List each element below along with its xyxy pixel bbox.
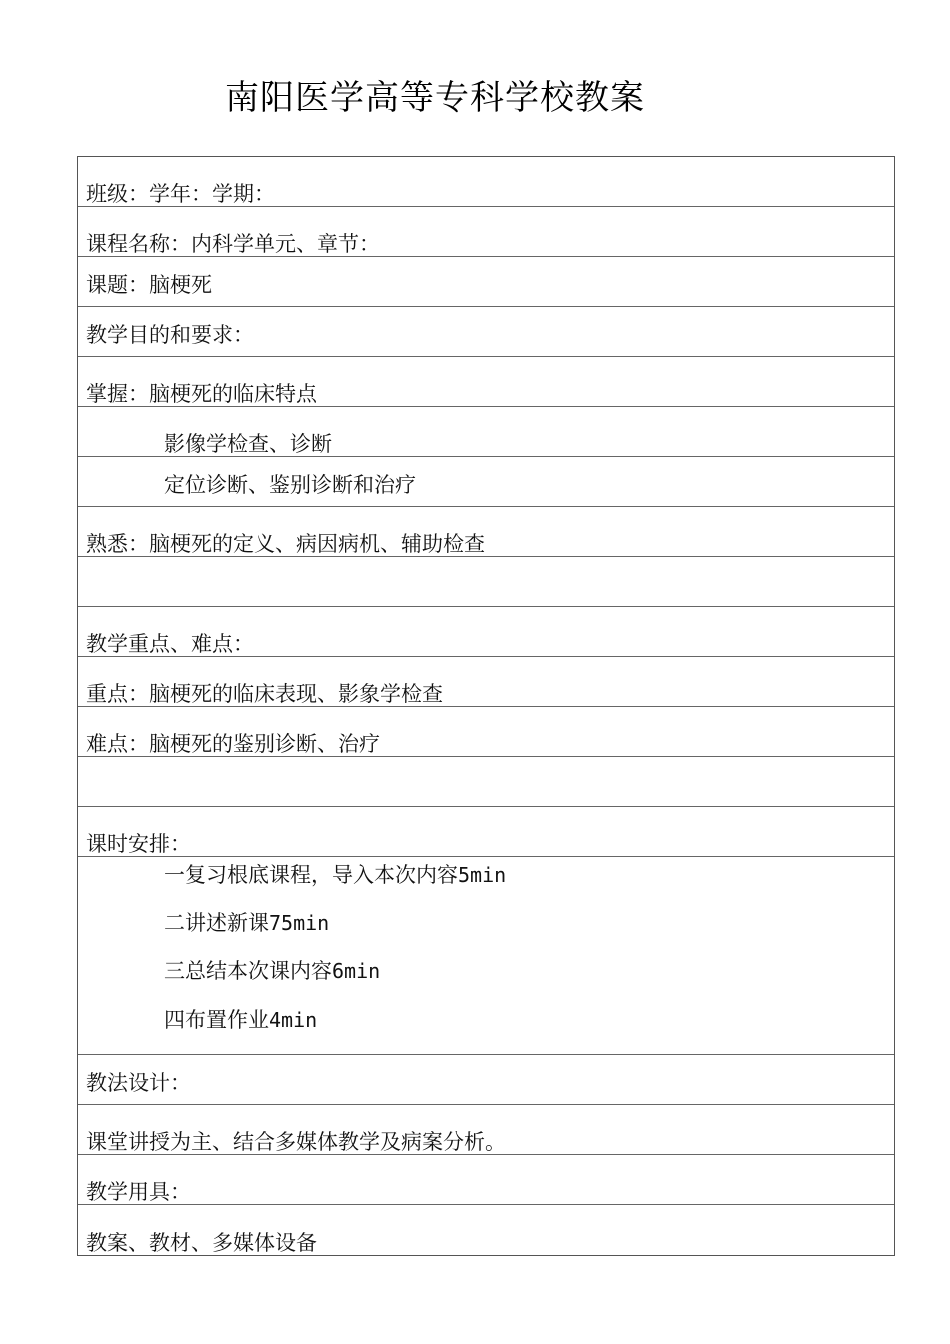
row-key-point <box>78 657 894 707</box>
schedule-item: 一复习根底课程，导入本次内容5min <box>164 863 507 887</box>
document-title: 南阳医学高等专科学校教案 <box>225 78 645 118</box>
methods-heading: 教法设计： <box>86 1071 191 1095</box>
master-text-2: 影像学检查、诊断 <box>164 432 332 456</box>
schedule-item: 四布置作业4min <box>164 1008 318 1032</box>
row-class-info <box>78 157 894 207</box>
row-methods-heading <box>78 1055 894 1105</box>
row-methods <box>78 1105 894 1155</box>
row-difficulty <box>78 707 894 757</box>
schedule-item: 二讲述新课75min <box>164 911 330 935</box>
lesson-plan-table <box>77 156 895 1256</box>
key-point-text: 重点：脑梗死的临床表现、影象学检查 <box>86 682 443 706</box>
topic-text: 课题：脑梗死 <box>86 273 212 297</box>
row-tools <box>78 1205 894 1255</box>
row-master-3 <box>78 457 894 507</box>
tools-text: 教案、教材、多媒体设备 <box>86 1231 317 1255</box>
row-course <box>78 207 894 257</box>
row-objectives-heading <box>78 307 894 357</box>
row-key-heading <box>78 607 894 657</box>
row-topic <box>78 257 894 307</box>
course-text: 课程名称：内科学单元、章节： <box>86 232 380 256</box>
master-text-3: 定位诊断、鉴别诊断和治疗 <box>164 473 416 497</box>
key-heading: 教学重点、难点： <box>86 632 254 656</box>
schedule-item: 三总结本次课内容6min <box>164 959 381 983</box>
row-schedule <box>78 857 894 1055</box>
schedule-heading: 课时安排： <box>86 832 191 856</box>
row-master-2 <box>78 407 894 457</box>
row-empty-2 <box>78 757 894 807</box>
master-text-1: 掌握：脑梗死的临床特点 <box>86 382 317 406</box>
row-empty-1 <box>78 557 894 607</box>
methods-text: 课堂讲授为主、结合多媒体教学及病案分析。 <box>86 1130 506 1154</box>
familiar-text: 熟悉：脑梗死的定义、病因病机、辅助检查 <box>86 532 485 556</box>
difficulty-text: 难点：脑梗死的鉴别诊断、治疗 <box>86 732 380 756</box>
objectives-heading: 教学目的和要求： <box>86 323 254 347</box>
row-schedule-heading <box>78 807 894 857</box>
row-familiar <box>78 507 894 557</box>
row-master-1 <box>78 357 894 407</box>
class-info-text: 班级：学年：学期： <box>86 182 275 206</box>
tools-heading: 教学用具： <box>86 1180 191 1204</box>
row-tools-heading <box>78 1155 894 1205</box>
